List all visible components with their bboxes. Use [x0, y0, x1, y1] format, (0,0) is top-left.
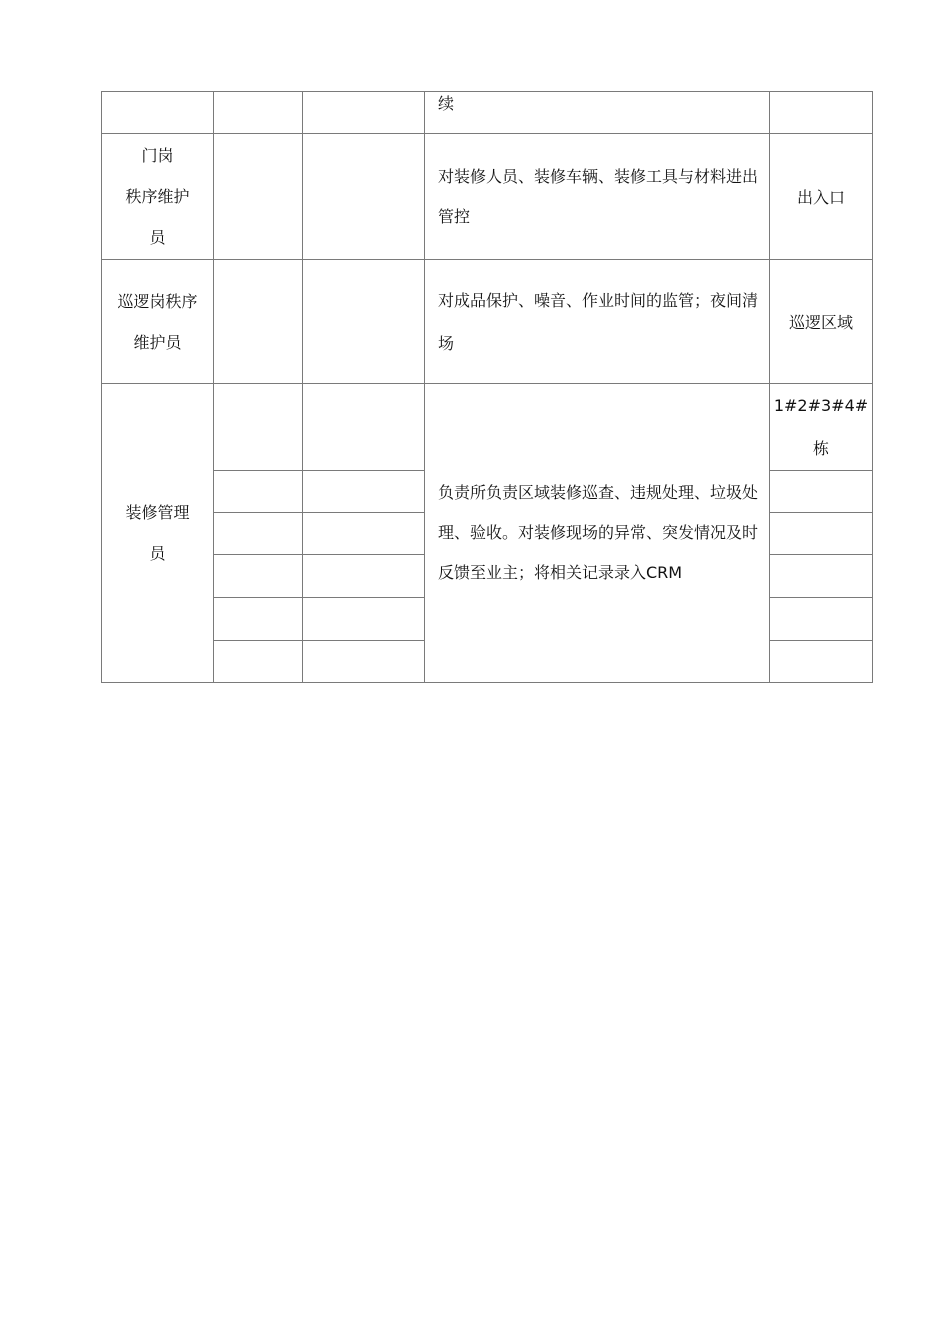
table-cell-empty	[303, 384, 425, 471]
duty-cell: 对装修人员、装修车辆、装修工具与材料进出管控	[425, 134, 770, 260]
role-cell	[102, 384, 214, 683]
role-line: 装修管理	[125, 503, 190, 522]
role-line: 维护员	[133, 332, 182, 352]
role-line: 秩序维护	[125, 187, 190, 206]
role-cell-empty	[102, 92, 214, 134]
duty-cell-continuation: 续	[425, 92, 770, 134]
role-line: 巡逻岗秩序	[117, 291, 198, 311]
table-cell-empty	[214, 92, 303, 134]
duty-cell: 负责所负责区域装修巡查、违规处理、垃圾处理、验收。对装修现场的异常、突发情况及时反馈至业主；将相关记录录入CRM	[425, 384, 770, 683]
area-cell-empty	[770, 92, 873, 134]
table-cell-empty	[303, 641, 425, 683]
table-cell-empty	[303, 471, 425, 513]
table-cell-empty	[214, 471, 303, 513]
area-cell-empty	[770, 555, 873, 598]
table-cell-empty	[214, 641, 303, 683]
duty-cell: 对成品保护、噪音、作业时间的监管；夜间清场	[425, 260, 770, 384]
role-line: 员	[149, 544, 166, 563]
table-cell-empty	[214, 555, 303, 598]
area-cell: 1#2#3#4#栋	[770, 384, 873, 471]
duty-table	[101, 91, 873, 683]
table-cell-empty	[303, 92, 425, 134]
role-line: 门岗	[141, 146, 174, 165]
table-cell-empty	[303, 513, 425, 555]
table-row	[102, 260, 873, 384]
table-cell-empty	[303, 260, 425, 384]
table-cell-empty	[214, 598, 303, 641]
role-line: 员	[149, 228, 166, 247]
role-cell	[102, 134, 214, 260]
table-cell-empty	[303, 134, 425, 260]
table-cell-empty	[214, 384, 303, 471]
role-cell	[102, 260, 214, 384]
table-row	[102, 384, 873, 471]
area-cell-empty	[770, 471, 873, 513]
area-cell: 出入口	[770, 134, 873, 260]
table-cell-empty	[303, 555, 425, 598]
area-cell-empty	[770, 513, 873, 555]
table-row-continuation	[102, 92, 873, 134]
area-cell-empty	[770, 641, 873, 683]
table-cell-empty	[214, 134, 303, 260]
area-cell: 巡逻区域	[770, 260, 873, 384]
table-cell-empty	[214, 260, 303, 384]
table-cell-empty	[214, 513, 303, 555]
table-row	[102, 134, 873, 260]
table-cell-empty	[303, 598, 425, 641]
area-cell-empty	[770, 598, 873, 641]
